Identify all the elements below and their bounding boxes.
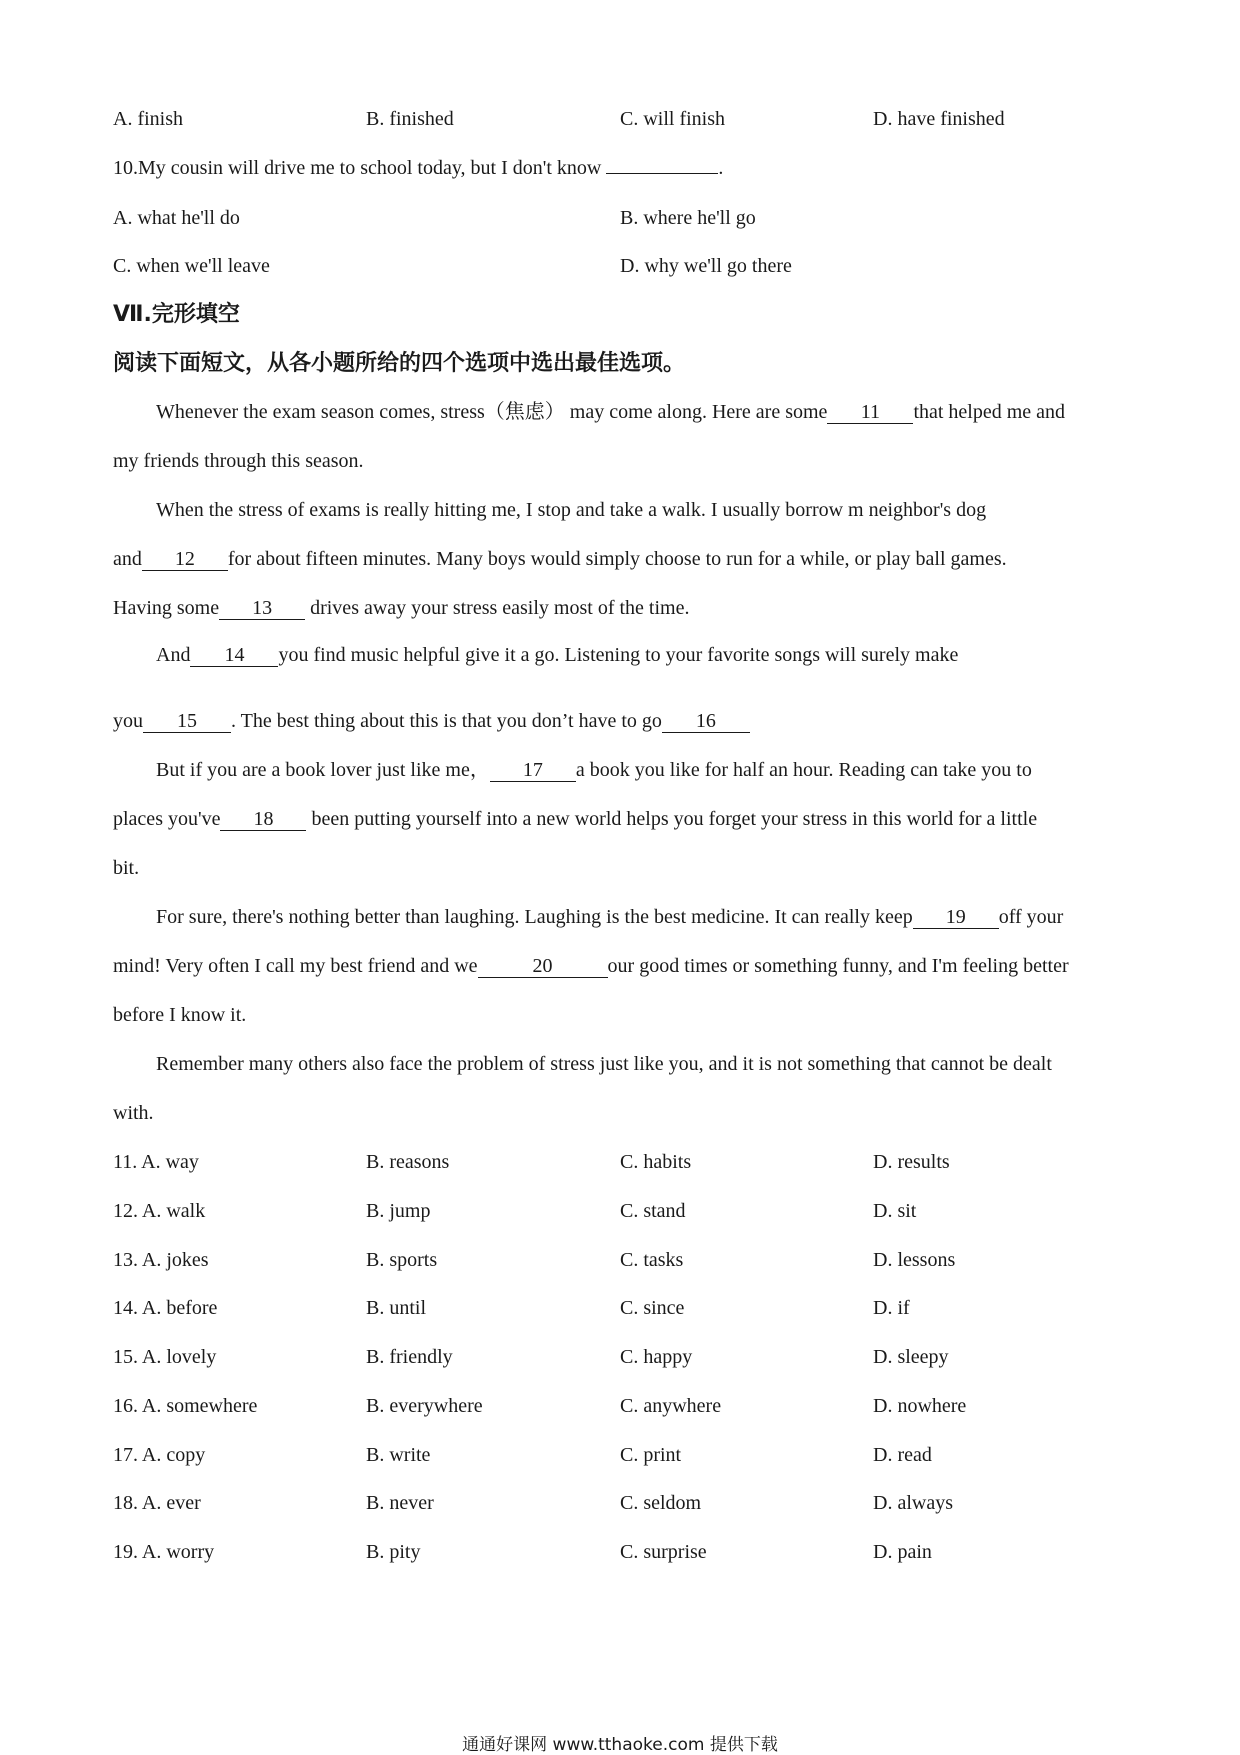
choice-18-b: B. never	[366, 1492, 434, 1514]
passage-line-1	[156, 400, 1065, 424]
passage-line-6	[156, 643, 958, 667]
passage-line-9	[113, 807, 1037, 831]
blank-15: 15	[143, 710, 231, 733]
passage-text: And	[156, 644, 191, 666]
passage-text: and	[113, 548, 142, 570]
q10-option-c: C. when we'll leave	[113, 255, 270, 277]
choice-15-a: 15. A. lovely	[113, 1346, 217, 1368]
passage-text: mind! Very often I call my best friend and we	[113, 955, 478, 977]
q9-option-c: C. will finish	[620, 108, 726, 130]
choice-18-d: D. always	[873, 1492, 953, 1514]
choice-14-d: D. if	[873, 1297, 910, 1319]
q9-option-d: D. have finished	[873, 108, 1005, 130]
passage-text: places you've	[113, 808, 221, 830]
passage-text: that helped me and	[913, 401, 1066, 423]
passage-line-15: with.	[113, 1102, 154, 1124]
choice-17-a: 17. A. copy	[113, 1444, 206, 1466]
choice-12-b: B. jump	[366, 1200, 431, 1222]
choice-16-a: 16. A. somewhere	[113, 1395, 258, 1417]
page-footer: 通通好课网 www.tthaoke.com 提供下载	[462, 1735, 778, 1755]
choice-14-c: C. since	[620, 1297, 685, 1319]
passage-line-4	[113, 547, 1007, 571]
q10-stem-text: 10.My cousin will drive me to school today, but I don't know	[113, 157, 602, 179]
blank-14: 14	[190, 644, 278, 667]
passage-text: been putting yourself into a new world helps you forget your stress in this world for a little	[311, 808, 1038, 830]
choice-12-a: 12. A. walk	[113, 1200, 206, 1222]
choice-16-c: C. anywhere	[620, 1395, 722, 1417]
blank-13: 13	[219, 597, 305, 620]
choice-13-d: D. lessons	[873, 1249, 956, 1271]
passage-text: off your	[998, 906, 1064, 928]
choice-19-b: B. pity	[366, 1541, 421, 1563]
passage-text: you	[113, 710, 143, 732]
q10-option-a: A. what he'll do	[113, 207, 240, 229]
choice-16-d: D. nowhere	[873, 1395, 967, 1417]
passage-text: a book you like for half an hour. Reading can take you to	[575, 759, 1032, 781]
choice-19-a: 19. A. worry	[113, 1541, 215, 1563]
q9-option-b: B. finished	[366, 108, 454, 130]
choice-16-b: B. everywhere	[366, 1395, 483, 1417]
passage-text: . The best thing about this is that you don’t have to go	[231, 710, 662, 732]
choice-11-b: B. reasons	[366, 1151, 450, 1173]
choice-18-c: C. seldom	[620, 1492, 702, 1514]
q10-stem-end: .	[718, 157, 724, 179]
passage-text: For sure, there's nothing better than laughing. Laughing is the best medicine. It can really keep	[156, 906, 913, 928]
blank-17: 17	[490, 759, 576, 782]
blank-12: 12	[142, 548, 228, 571]
blank-18: 18	[220, 808, 306, 831]
section-instruction: 阅读下面短文，从各小题所给的四个选项中选出最佳选项。	[113, 351, 686, 376]
choice-15-c: C. happy	[620, 1346, 693, 1368]
passage-line-10: bit.	[113, 857, 140, 879]
passage-line-2: my friends through this season.	[113, 450, 364, 472]
choice-19-d: D. pain	[873, 1541, 932, 1563]
passage-line-13: before I know it.	[113, 1004, 247, 1026]
choice-13-b: B. sports	[366, 1249, 438, 1271]
passage-text: drives away your stress easily most of the time.	[310, 597, 690, 619]
passage-text: for about fifteen minutes. Many boys would simply choose to run for a while, or play ball games.	[227, 548, 1007, 570]
q10-option-d: D. why we'll go there	[620, 255, 792, 277]
choice-11-d: D. results	[873, 1151, 950, 1173]
passage-text: Having some	[113, 597, 220, 619]
passage-text: you find music helpful give it a go. Listening to your favorite songs will surely make	[278, 644, 959, 666]
q10-blank	[606, 173, 718, 174]
passage-line-7	[113, 709, 750, 733]
choice-19-c: C. surprise	[620, 1541, 707, 1563]
q9-option-a: A. finish	[113, 108, 183, 130]
choice-11-c: C. habits	[620, 1151, 692, 1173]
passage-line-12	[113, 954, 1069, 978]
choice-18-a: 18. A. ever	[113, 1492, 201, 1514]
blank-20: 20	[478, 955, 608, 978]
q10-option-b: B. where he'll go	[620, 207, 756, 229]
choice-12-d: D. sit	[873, 1200, 917, 1222]
choice-17-b: B. write	[366, 1444, 431, 1466]
choice-12-c: C. stand	[620, 1200, 686, 1222]
choice-17-d: D. read	[873, 1444, 932, 1466]
passage-text: Whenever the exam season comes, stress（焦虑） may come along. Here are some	[156, 401, 828, 423]
q10-stem	[113, 156, 723, 180]
passage-text: But if you are a book lover just like me，	[156, 759, 490, 781]
blank-19: 19	[913, 906, 999, 929]
choice-14-a: 14. A. before	[113, 1297, 218, 1319]
passage-line-3: When the stress of exams is really hitting me, I stop and take a walk. I usually borrow m neighbor's dog	[156, 499, 987, 521]
blank-11: 11	[827, 401, 913, 424]
choice-15-b: B. friendly	[366, 1346, 453, 1368]
passage-line-14: Remember many others also face the problem of stress just like you, and it is not something that cannot be dealt	[156, 1053, 1052, 1075]
passage-text: our good times or something funny, and I'm feeling better	[607, 955, 1069, 977]
choice-17-c: C. print	[620, 1444, 682, 1466]
choice-15-d: D. sleepy	[873, 1346, 949, 1368]
passage-line-5	[113, 596, 689, 620]
passage-line-11	[156, 905, 1063, 929]
section-title: Ⅶ.完形填空	[113, 302, 240, 327]
blank-16: 16	[662, 710, 750, 733]
choice-11-a: 11. A. way	[113, 1151, 199, 1173]
choice-13-c: C. tasks	[620, 1249, 684, 1271]
choice-13-a: 13. A. jokes	[113, 1249, 209, 1271]
passage-line-8	[156, 758, 1032, 782]
choice-14-b: B. until	[366, 1297, 427, 1319]
